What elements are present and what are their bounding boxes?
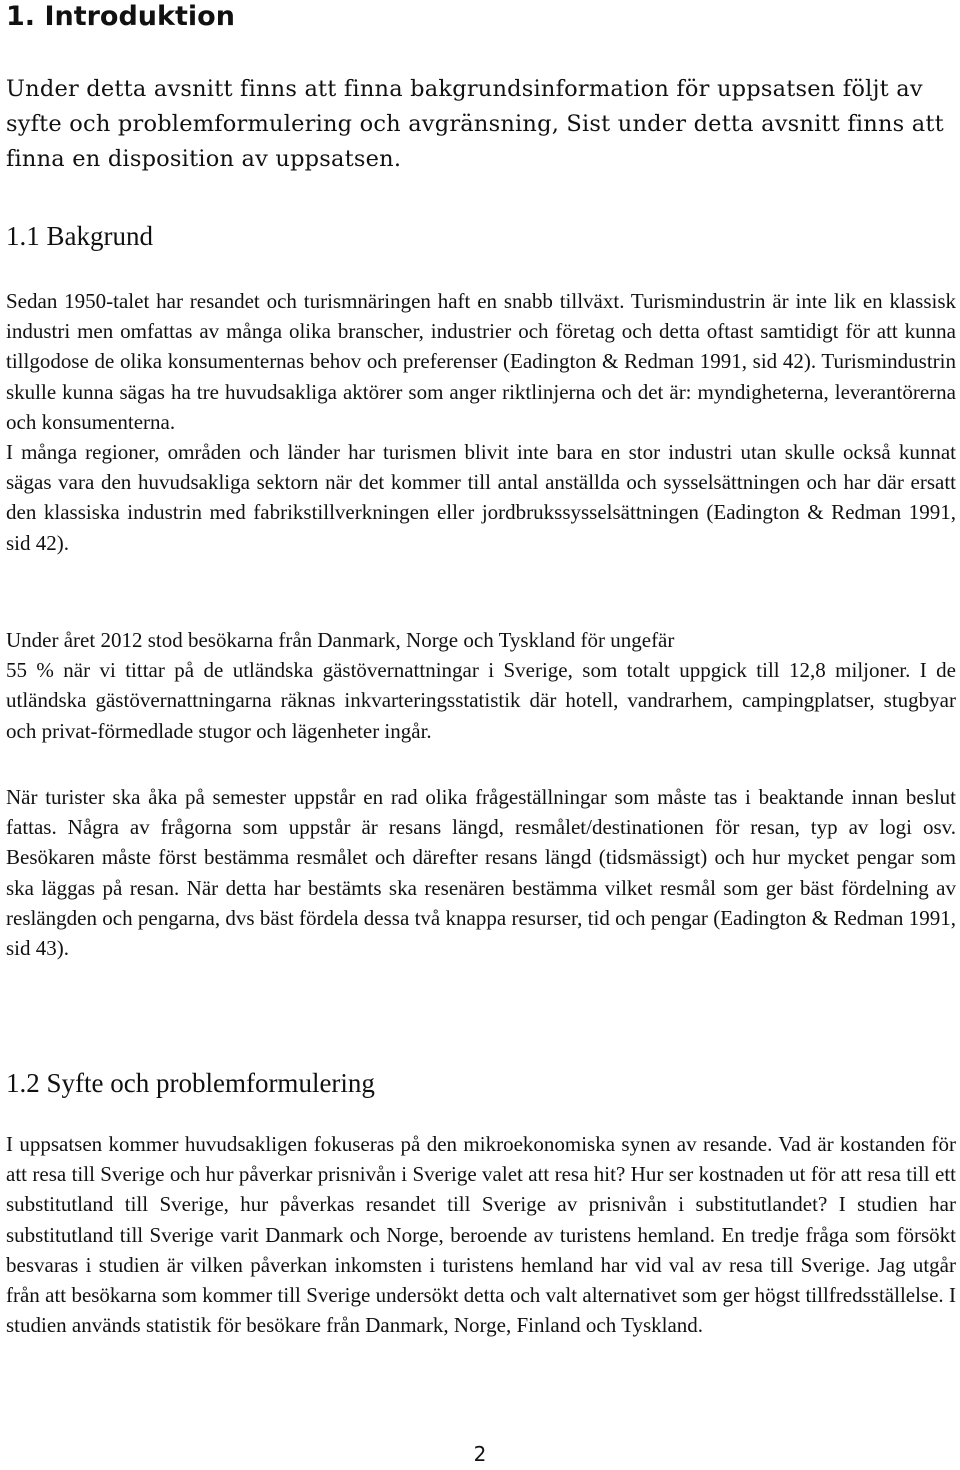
- page-number: 2: [473, 1442, 487, 1466]
- bakgrund-paragraph-1: [6, 286, 956, 558]
- bakgrund-text-1: Sedan 1950-talet har resandet och turismnäringen haft en snabb tillväxt. Turismindustrin är inte lik en klassisk industri men omfattas av många olika branscher, industrier och företag och detta oftast samtidigt för att kunna tillgodose de olika konsumenternas behov och preferenser (Eadington & Redman 1991, sid 42). Turismindustrin skulle kunna sägas ha tre huvudsakliga aktörer som anger riktlinjerna och det är: myndigheterna, leverantörerna och konsumenterna.: [6, 289, 956, 434]
- section-heading-syfte: 1.2 Syfte och problemformulering: [6, 1068, 375, 1098]
- bakgrund-paragraph-4: När turister ska åka på semester uppstår en rad olika frågeställningar som måste tas i beaktande innan beslut fattas. Några av frågorna som uppstår är resans längd, resmålet/destinationen för resan, typ av logi osv. Besökaren måste först bestämma resmålet och därefter resans längd (tidsmässigt) och hur mycket pengar som ska läggas på resan. När detta har bestämts ska resenären bestämma vilket resmål som ger bäst fördelning av reslängden och pengarna, dvs bäst fördela dessa två knappa resurser, tid och pengar (Eadington & Redman 1991, sid 43).: [6, 785, 956, 961]
- bakgrund-text-3-rest: 55 % när vi tittar på de utländska gästövernattningar i Sverige, som totalt uppgick till 12,8 miljoner. I de utländska gästövernattningarna räknas inkvarteringsstatistik där hotell, vandrarhem, campingplatser, stugbyar och privat-förmedlade stugor och lägenheter ingår.: [6, 658, 956, 743]
- section-heading-bakgrund: 1.1 Bakgrund: [6, 221, 153, 251]
- chapter-heading: 1. Introduktion: [6, 1, 235, 32]
- intro-paragraph: Under detta avsnitt finns att finna bakgrundsinformation för uppsatsen följt av syfte och problemformulering och avgränsning, Sist under detta avsnitt finns att finna en disposition av uppsatsen.: [6, 76, 944, 172]
- bakgrund-text-3-line1: Under året 2012 stod besökarna från Danmark, Norge och Tyskland för ungefär: [6, 628, 675, 652]
- bakgrund-paragraph-3: [6, 625, 956, 746]
- syfte-paragraph-1: I uppsatsen kommer huvudsakligen fokuseras på den mikroekonomiska synen av resande. Vad är kostanden för att resa till Sverige och hur påverkar prisnivån i Sverige valet att resa hit? Hur ser kostnaden ut för att resa till ett substitutland till Sverige, hur påverkas resandet till Sverige av prisnivån i substitutlandet? I studien har substitutland till Sverige varit Danmark och Norge, beroende av turistens hemland. En tredje fråga som försökt besvaras i studien är vilken påverkan inkomsten i turistens hemland har vid val av resa till Sverige. Jag utgår från att besökarna som kommer till Sverige undersökt detta och valt alternativet som ger högst tillfredsställelse. I studien används statistik för besökare från Danmark, Norge, Finland och Tyskland.: [6, 1132, 956, 1338]
- bakgrund-text-2: I många regioner, områden och länder har turismen blivit inte bara en stor industri utan skulle också kunnat sägas vara den huvudsakliga sektorn när det kommer till antal anställda och sysselsättningen och har där ersatt den klassiska industrin med fabrikstillverkningen eller jordbrukssysselsättningen (Eadington & Redman 1991, sid 42).: [6, 440, 956, 555]
